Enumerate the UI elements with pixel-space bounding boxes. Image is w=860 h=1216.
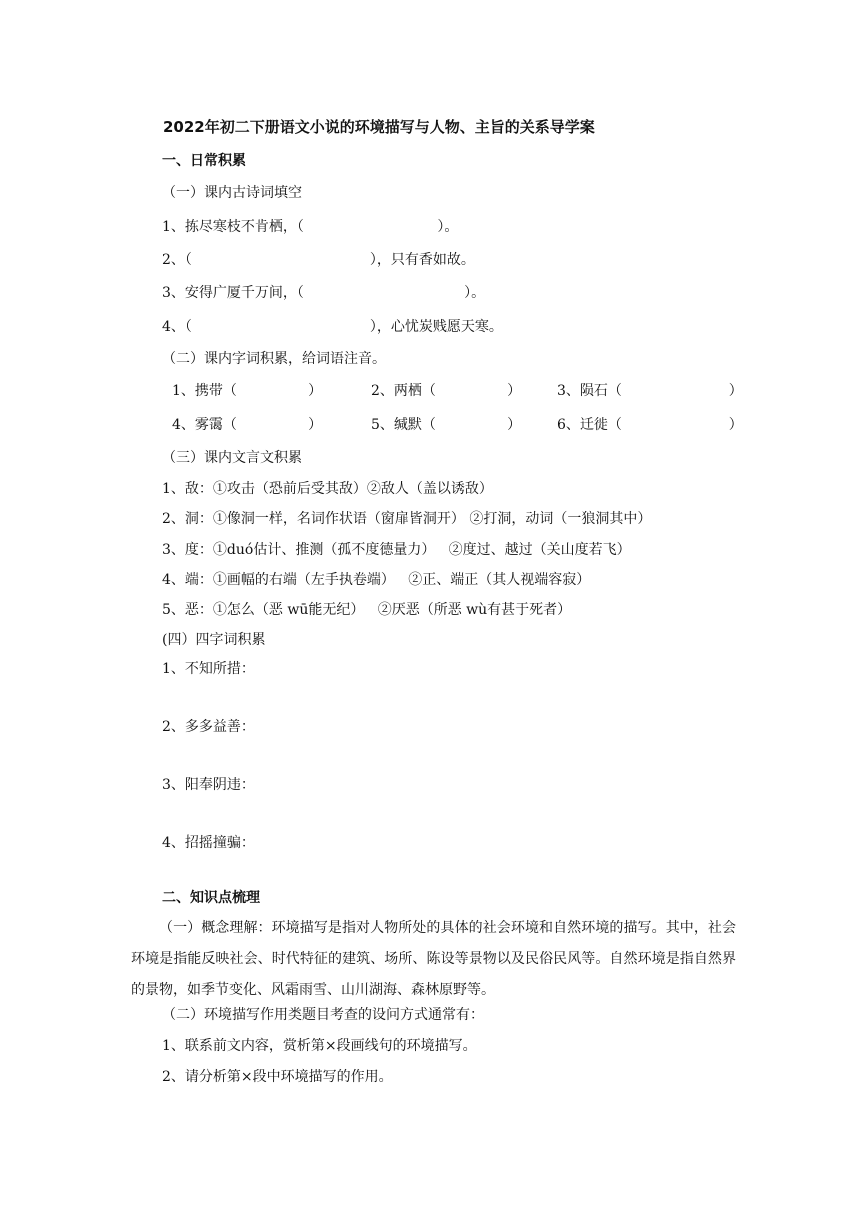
question-item-1: 1、联系前文内容，赏析第×段画线句的环境描写。: [162, 1038, 477, 1054]
pinyin-cell: 2、两栖（ ）: [371, 383, 522, 399]
poem-item-4: 4、（ ），心忧炭贱愿天寒。: [162, 319, 503, 335]
question-item-2: 2、请分析第×段中环境描写的作用。: [162, 1069, 393, 1085]
pinyin-cell: 1、携带（ ）: [172, 383, 323, 399]
pinyin-cell: 6、迁徙（ ）: [557, 417, 743, 433]
concept-paragraph: （一）概念理解：环境描写是指对人物所处的具体的社会环境和自然环境的描写。其中，社会环境是指能反映社会、时代特征的建筑、场所、陈设等景物以及民俗民风等。自然环境是指自然界的景物，如季节变化、风霜雨雪、山川湖海、森林原野等。: [131, 920, 736, 998]
sub1-heading: （一）课内古诗词填空: [162, 185, 302, 201]
classical-item-5: 5、恶：①怎么（恶 wū能无纪） ②厌恶（所恶 wù有甚于死者）: [162, 602, 572, 618]
sub3-heading: （三）课内文言文积累: [162, 450, 302, 466]
idiom-item-4: 4、招摇撞骗：: [162, 835, 255, 851]
question-style-heading: （二）环境描写作用类题目考查的设问方式通常有：: [162, 1007, 484, 1023]
pinyin-cell: 4、雾霭（ ）: [172, 417, 323, 433]
classical-item-2: 2、洞：①像洞一样，名词作状语（窗扉皆洞开） ②打洞，动词（一狼洞其中）: [162, 511, 652, 527]
poem-item-3: 3、安得广厦千万间，（ ）。: [162, 285, 486, 301]
classical-item-4: 4、端：①画幅的右端（左手执卷端） ②正、端正（其人视端容寂）: [162, 572, 591, 588]
poem-item-2: 2、（ ），只有香如故。: [162, 252, 475, 268]
idiom-item-3: 3、阳奉阴违：: [162, 777, 255, 793]
section1-heading: 一、日常积累: [162, 153, 246, 169]
pinyin-cell: 5、缄默（ ）: [371, 417, 522, 433]
idiom-item-2: 2、多多益善：: [162, 719, 255, 735]
section2-heading: 二、知识点梳理: [162, 890, 260, 906]
pinyin-cell: 3、陨石（ ）: [557, 383, 743, 399]
sub4-heading: (四）四字词积累: [162, 632, 266, 648]
classical-item-3: 3、度：①duó估计、推测（孤不度德量力） ②度过、越过（关山度若飞）: [162, 542, 631, 558]
sub2-heading: （二）课内字词积累，给词语注音。: [162, 351, 386, 367]
idiom-item-1: 1、不知所措：: [162, 661, 255, 677]
classical-item-1: 1、敌：①攻击（恐前后受其敌）②敌人（盖以诱敌）: [162, 481, 493, 497]
doc-title: 2022年初二下册语文小说的环境描写与人物、主旨的关系导学案: [163, 118, 595, 136]
poem-item-1: 1、拣尽寒枝不肯栖，（ ）。: [162, 219, 459, 235]
